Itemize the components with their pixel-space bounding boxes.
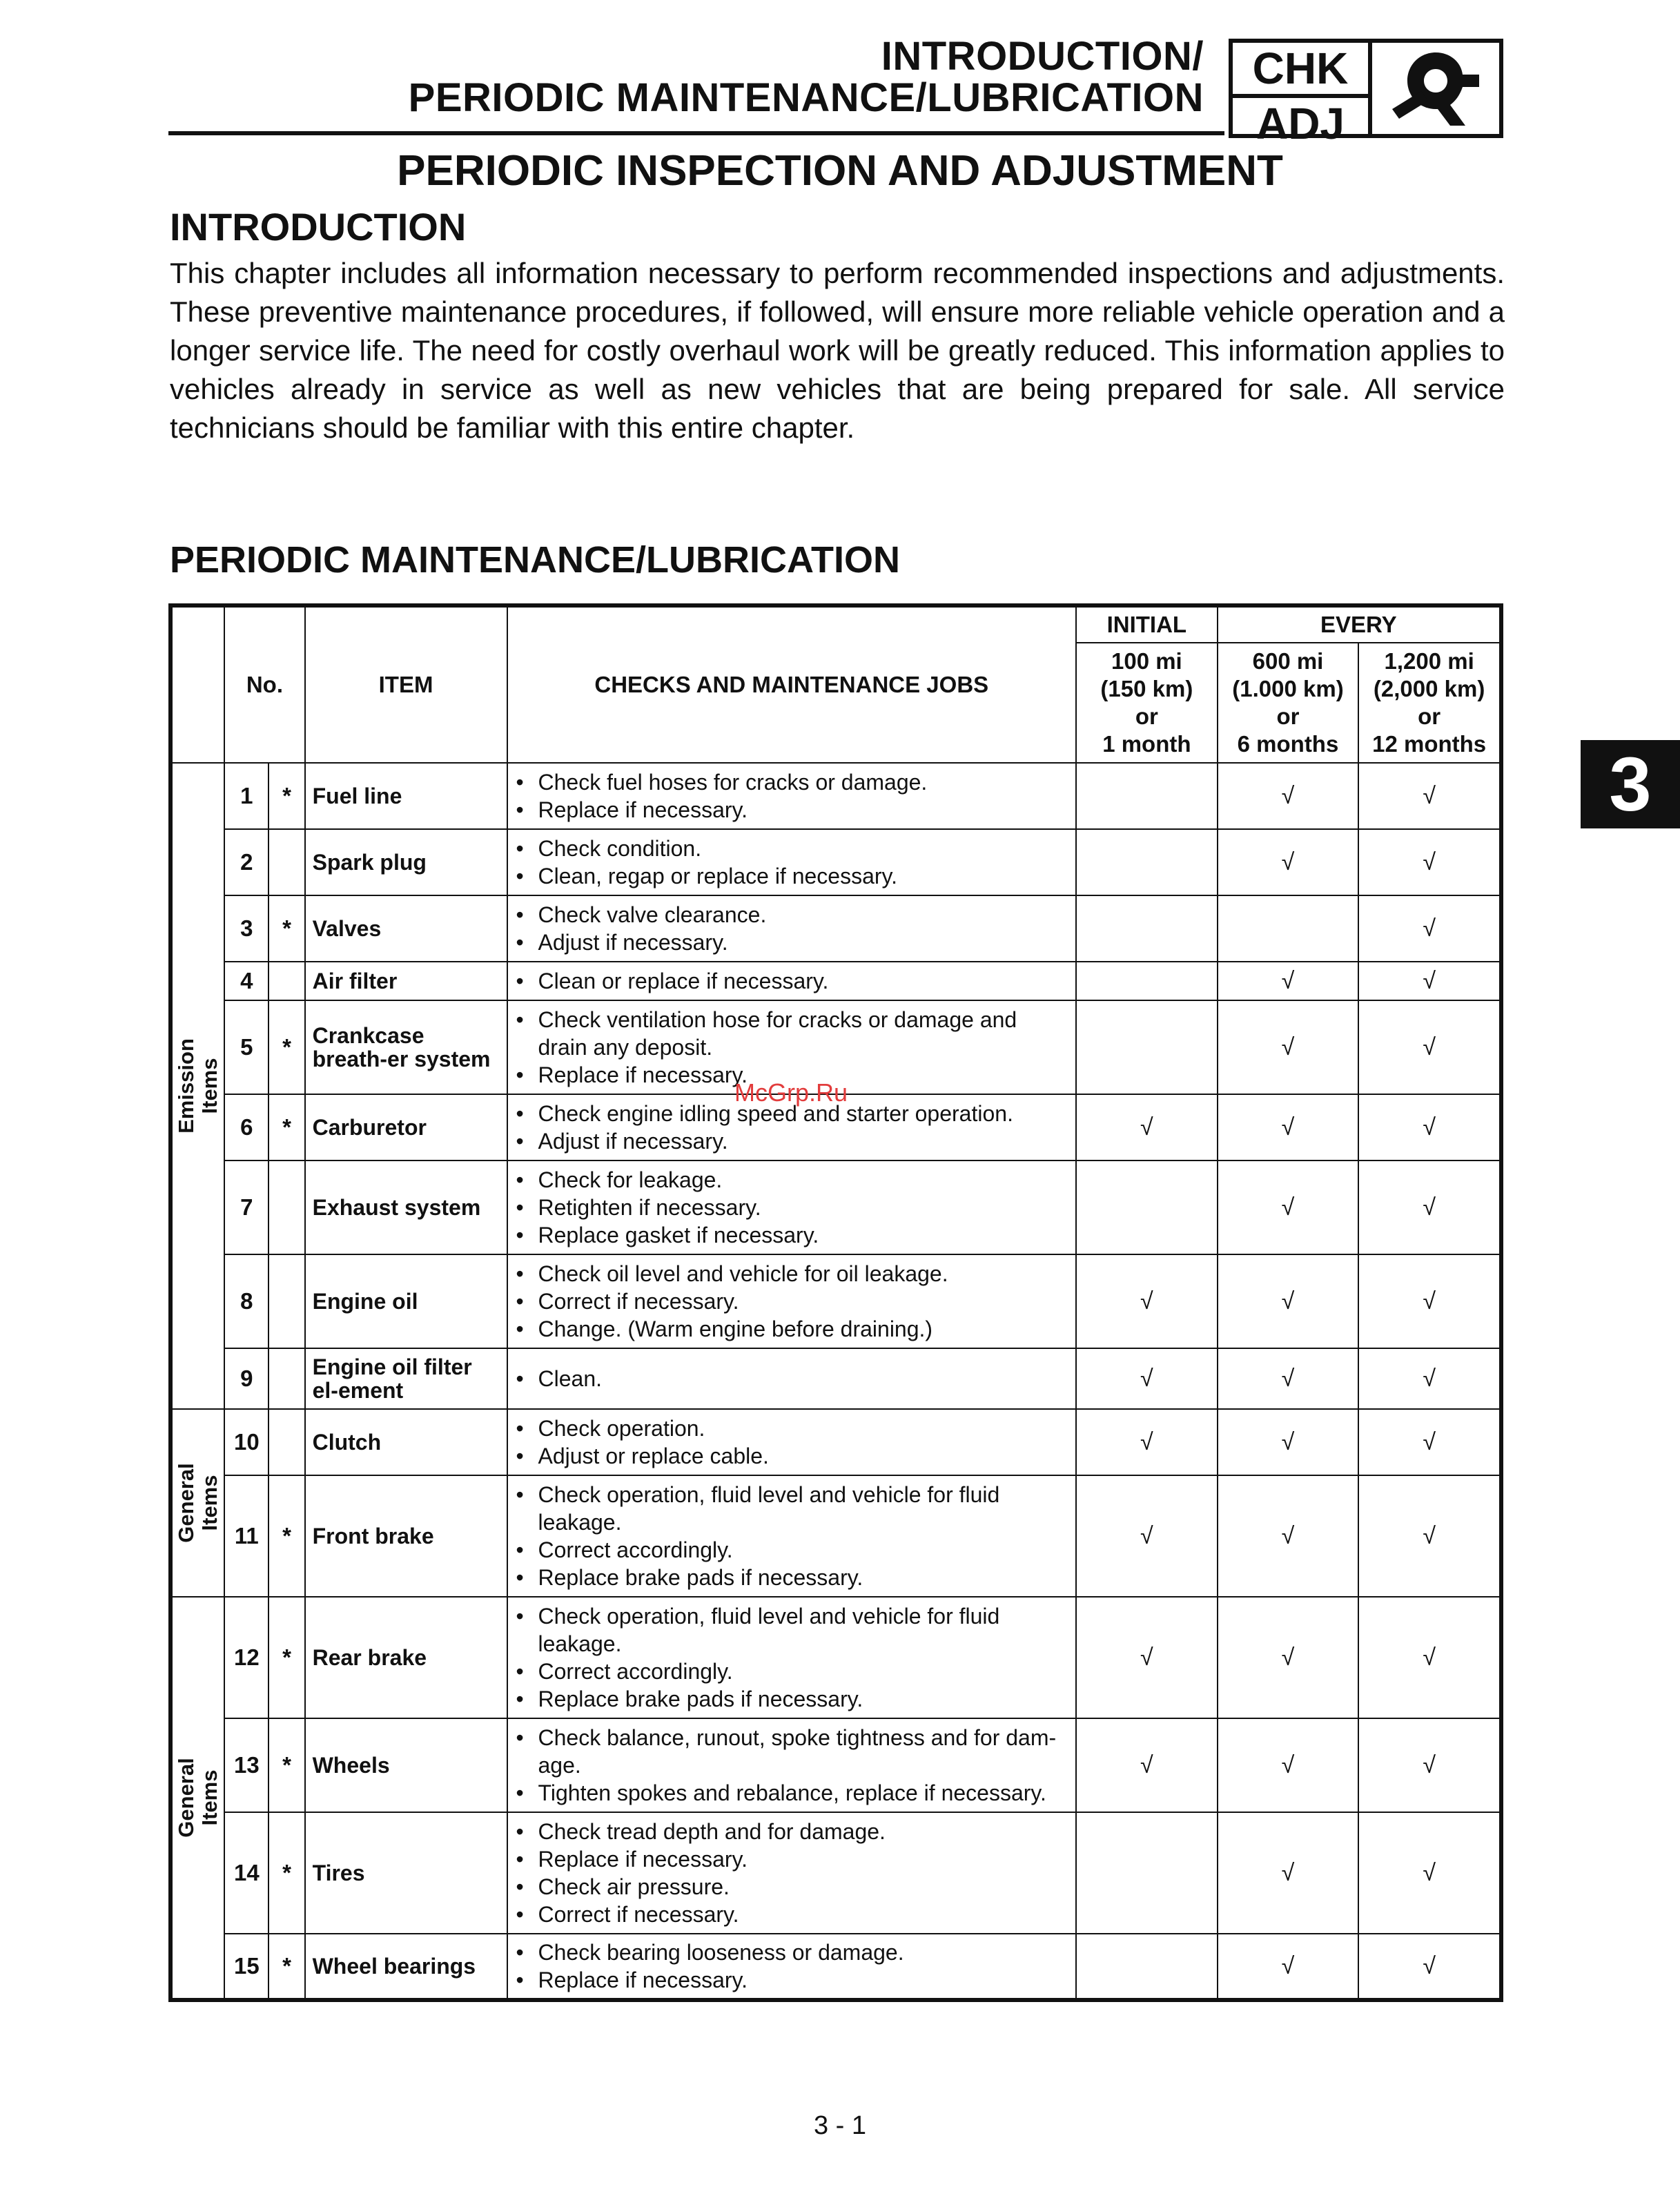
introduction-text: This chapter includes all information necessary to perform recommended inspections and adjustments. These preventive maintenance procedures, if followed, will ensure more reliable vehicle operation and a longer service life. The need for costly overhaul work will be greatly reduced. This information applies to vehicles already in service as well as new vehicles that are being prepared for sale. All service technicians should be familiar with this entire chapter. xyxy=(170,257,1505,444)
row-asterisk: * xyxy=(268,895,304,962)
row-asterisk: * xyxy=(268,1718,304,1812)
row-number: 6 xyxy=(224,1094,268,1161)
row-item: Fuel line xyxy=(305,763,507,829)
row-jobs xyxy=(507,895,1077,962)
job-line: • Replace brake pads if necessary. xyxy=(516,1685,1069,1713)
category-cell: General Items xyxy=(170,1409,224,1597)
row-jobs xyxy=(507,1348,1077,1409)
job-line: • Check engine idling speed and starter operation. xyxy=(516,1100,1069,1127)
job-line: • Adjust if necessary. xyxy=(516,1127,1069,1155)
check-mark-cell: √ xyxy=(1076,1597,1218,1718)
row-asterisk: * xyxy=(268,1000,304,1094)
wrench-icon xyxy=(1372,43,1499,134)
job-line: • Check operation, fluid level and vehicle for fluid leakage. xyxy=(516,1602,1069,1658)
row-jobs xyxy=(507,1254,1077,1348)
job-line: • Adjust if necessary. xyxy=(516,929,1069,956)
row-item: Front brake xyxy=(305,1475,507,1597)
check-mark-cell: √ xyxy=(1218,1934,1359,2000)
category-cell: General Items xyxy=(170,1597,224,2000)
row-jobs xyxy=(507,1597,1077,1718)
initial-header: INITIAL xyxy=(1076,605,1218,643)
every-header: EVERY xyxy=(1218,605,1501,643)
interval-initial: 100 mi (150 km) or 1 month xyxy=(1076,643,1218,763)
check-mark-cell: √ xyxy=(1358,1094,1501,1161)
row-jobs xyxy=(507,1409,1077,1475)
check-mark-cell: √ xyxy=(1358,763,1501,829)
check-mark-cell xyxy=(1076,1934,1218,2000)
row-item: Crankcase breath-er system xyxy=(305,1000,507,1094)
row-asterisk xyxy=(268,829,304,895)
job-line: • Check air pressure. xyxy=(516,1873,1069,1901)
table-row xyxy=(170,1812,1501,1934)
introduction-heading: INTRODUCTION xyxy=(170,205,467,249)
table-row xyxy=(170,829,1501,895)
job-line: • Check for leakage. xyxy=(516,1166,1069,1194)
row-item: Exhaust system xyxy=(305,1161,507,1254)
check-mark-cell: √ xyxy=(1076,1409,1218,1475)
job-line: • Correct if necessary. xyxy=(516,1288,1069,1315)
table-row xyxy=(170,1934,1501,2000)
row-jobs xyxy=(507,829,1077,895)
jobs-header: CHECKS AND MAINTENANCE JOBS xyxy=(507,605,1077,763)
row-number: 11 xyxy=(224,1475,268,1597)
category-header xyxy=(170,605,224,763)
check-mark-cell: √ xyxy=(1218,829,1359,895)
row-item: Carburetor xyxy=(305,1094,507,1161)
row-asterisk xyxy=(268,1409,304,1475)
row-number: 2 xyxy=(224,829,268,895)
job-line: • Check valve clearance. xyxy=(516,901,1069,929)
row-item: Tires xyxy=(305,1812,507,1934)
job-line: • Check oil level and vehicle for oil leakage. xyxy=(516,1260,1069,1288)
check-mark-cell: √ xyxy=(1218,1348,1359,1409)
check-mark-cell: √ xyxy=(1218,763,1359,829)
row-number: 13 xyxy=(224,1718,268,1812)
job-line: • Check bearing looseness or damage. xyxy=(516,1939,1069,1966)
row-jobs xyxy=(507,763,1077,829)
check-mark-cell xyxy=(1076,829,1218,895)
job-line: • Replace if necessary. xyxy=(516,1966,1069,1994)
check-mark-cell xyxy=(1076,962,1218,1000)
table-row xyxy=(170,1348,1501,1409)
check-mark-cell: √ xyxy=(1358,1934,1501,2000)
category-cell: Emission Items xyxy=(170,763,224,1409)
job-line: • Check operation, fluid level and vehicle for fluid leakage. xyxy=(516,1481,1069,1536)
row-jobs xyxy=(507,1161,1077,1254)
row-number: 3 xyxy=(224,895,268,962)
check-mark-cell xyxy=(1218,895,1359,962)
check-mark-cell xyxy=(1076,1000,1218,1094)
table-row xyxy=(170,1254,1501,1348)
item-header: ITEM xyxy=(305,605,507,763)
job-line: • Check condition. xyxy=(516,835,1069,862)
job-line: • Correct accordingly. xyxy=(516,1536,1069,1564)
check-mark-cell: √ xyxy=(1218,1254,1359,1348)
check-mark-cell: √ xyxy=(1358,1000,1501,1094)
table-row xyxy=(170,895,1501,962)
row-number: 8 xyxy=(224,1254,268,1348)
header-line-1: INTRODUCTION/ xyxy=(881,34,1204,79)
job-line: • Replace brake pads if necessary. xyxy=(516,1564,1069,1591)
check-mark-cell: √ xyxy=(1076,1254,1218,1348)
row-number: 9 xyxy=(224,1348,268,1409)
job-line: • Clean or replace if necessary. xyxy=(516,967,1069,995)
table-row xyxy=(170,763,1501,829)
check-mark-cell: √ xyxy=(1218,1812,1359,1934)
row-asterisk: * xyxy=(268,1812,304,1934)
job-line: • Check tread depth and for damage. xyxy=(516,1818,1069,1845)
check-mark-cell: √ xyxy=(1358,1348,1501,1409)
row-item: Engine oil filter el-ement xyxy=(305,1348,507,1409)
row-number: 15 xyxy=(224,1934,268,2000)
check-mark-cell: √ xyxy=(1218,1475,1359,1597)
check-mark-cell: √ xyxy=(1076,1348,1218,1409)
maintenance-table xyxy=(168,603,1503,2002)
table-row xyxy=(170,1597,1501,1718)
check-mark-cell: √ xyxy=(1076,1718,1218,1812)
row-item: Air filter xyxy=(305,962,507,1000)
check-mark-cell: √ xyxy=(1358,1409,1501,1475)
check-mark-cell: √ xyxy=(1218,1161,1359,1254)
badge-bottom-text: ADJ xyxy=(1256,99,1345,148)
interval-every-12-months: 1,200 mi (2,000 km) or 12 months xyxy=(1358,643,1501,763)
row-jobs xyxy=(507,962,1077,1000)
row-asterisk xyxy=(268,1348,304,1409)
check-mark-cell: √ xyxy=(1358,1718,1501,1812)
row-number: 5 xyxy=(224,1000,268,1094)
row-item: Engine oil xyxy=(305,1254,507,1348)
page-number: 3 - 1 xyxy=(813,2111,867,2140)
job-line: • Check fuel hoses for cracks or damage. xyxy=(516,768,1069,796)
job-line: • Clean. xyxy=(516,1365,1069,1392)
check-mark-cell: √ xyxy=(1218,1597,1359,1718)
row-item: Spark plug xyxy=(305,829,507,895)
row-item: Wheels xyxy=(305,1718,507,1812)
row-jobs xyxy=(507,1718,1077,1812)
job-line: • Adjust or replace cable. xyxy=(516,1442,1069,1470)
table-row xyxy=(170,1718,1501,1812)
check-mark-cell: √ xyxy=(1358,1475,1501,1597)
job-line: • Replace if necessary. xyxy=(516,1845,1069,1873)
job-line: • Retighten if necessary. xyxy=(516,1194,1069,1221)
check-mark-cell xyxy=(1076,1812,1218,1934)
check-mark-cell xyxy=(1076,1161,1218,1254)
check-mark-cell: √ xyxy=(1076,1094,1218,1161)
row-number: 12 xyxy=(224,1597,268,1718)
table-row xyxy=(170,1409,1501,1475)
row-item: Rear brake xyxy=(305,1597,507,1718)
row-number: 1 xyxy=(224,763,268,829)
job-line: • Check operation. xyxy=(516,1415,1069,1442)
row-jobs xyxy=(507,1934,1077,2000)
check-mark-cell: √ xyxy=(1218,1409,1359,1475)
job-line: • Change. (Warm engine before draining.) xyxy=(516,1315,1069,1343)
job-line: • Replace if necessary. xyxy=(516,1061,1069,1089)
maintenance-heading: PERIODIC MAINTENANCE/LUBRICATION xyxy=(170,539,900,581)
row-asterisk xyxy=(268,1161,304,1254)
running-header xyxy=(409,36,1204,119)
job-line: • Replace gasket if necessary. xyxy=(516,1221,1069,1249)
check-mark-cell: √ xyxy=(1218,1000,1359,1094)
check-mark-cell: √ xyxy=(1358,895,1501,962)
check-mark-cell: √ xyxy=(1218,962,1359,1000)
row-asterisk: * xyxy=(268,763,304,829)
check-mark-cell: √ xyxy=(1358,962,1501,1000)
interval-every-6-months: 600 mi (1.000 km) or 6 months xyxy=(1218,643,1359,763)
row-jobs xyxy=(507,1812,1077,1934)
row-asterisk: * xyxy=(268,1597,304,1718)
row-number: 10 xyxy=(224,1409,268,1475)
check-mark-cell xyxy=(1076,763,1218,829)
check-mark-cell xyxy=(1076,895,1218,962)
row-asterisk: * xyxy=(268,1094,304,1161)
table-row xyxy=(170,1475,1501,1597)
job-line: • Correct accordingly. xyxy=(516,1658,1069,1685)
check-mark-cell: √ xyxy=(1358,1597,1501,1718)
check-mark-cell: √ xyxy=(1358,1812,1501,1934)
no-header: No. xyxy=(224,605,304,763)
table-row xyxy=(170,962,1501,1000)
badge-top-text: CHK xyxy=(1233,43,1368,98)
chapter-tab-marker: 3 xyxy=(1581,740,1680,828)
row-asterisk: * xyxy=(268,1934,304,2000)
job-line: • Correct if necessary. xyxy=(516,1901,1069,1928)
row-asterisk xyxy=(268,962,304,1000)
check-mark-cell: √ xyxy=(1218,1718,1359,1812)
header-line-2: PERIODIC MAINTENANCE/LUBRICATION xyxy=(408,75,1204,120)
row-item: Wheel bearings xyxy=(305,1934,507,2000)
job-line: • Check balance, runout, spoke tightness and for dam-age. xyxy=(516,1724,1069,1779)
row-item: Clutch xyxy=(305,1409,507,1475)
check-mark-cell: √ xyxy=(1358,829,1501,895)
check-mark-cell: √ xyxy=(1076,1475,1218,1597)
watermark: McGrp.Ru xyxy=(734,1078,848,1107)
page-title: PERIODIC INSPECTION AND ADJUSTMENT xyxy=(397,147,1283,195)
row-asterisk xyxy=(268,1254,304,1348)
check-mark-cell: √ xyxy=(1218,1094,1359,1161)
row-item: Valves xyxy=(305,895,507,962)
row-number: 4 xyxy=(224,962,268,1000)
row-jobs xyxy=(507,1475,1077,1597)
row-number: 14 xyxy=(224,1812,268,1934)
job-line: • Clean, regap or replace if necessary. xyxy=(516,862,1069,890)
job-line: • Tighten spokes and rebalance, replace if necessary. xyxy=(516,1779,1069,1807)
row-number: 7 xyxy=(224,1161,268,1254)
job-line: • Replace if necessary. xyxy=(516,796,1069,824)
check-mark-cell: √ xyxy=(1358,1161,1501,1254)
header-rule xyxy=(168,131,1224,135)
chk-adj-badge xyxy=(1229,39,1503,148)
job-line: • Check ventilation hose for cracks or damage and drain any deposit. xyxy=(516,1006,1069,1061)
row-asterisk: * xyxy=(268,1475,304,1597)
check-mark-cell: √ xyxy=(1358,1254,1501,1348)
table-row xyxy=(170,1161,1501,1254)
